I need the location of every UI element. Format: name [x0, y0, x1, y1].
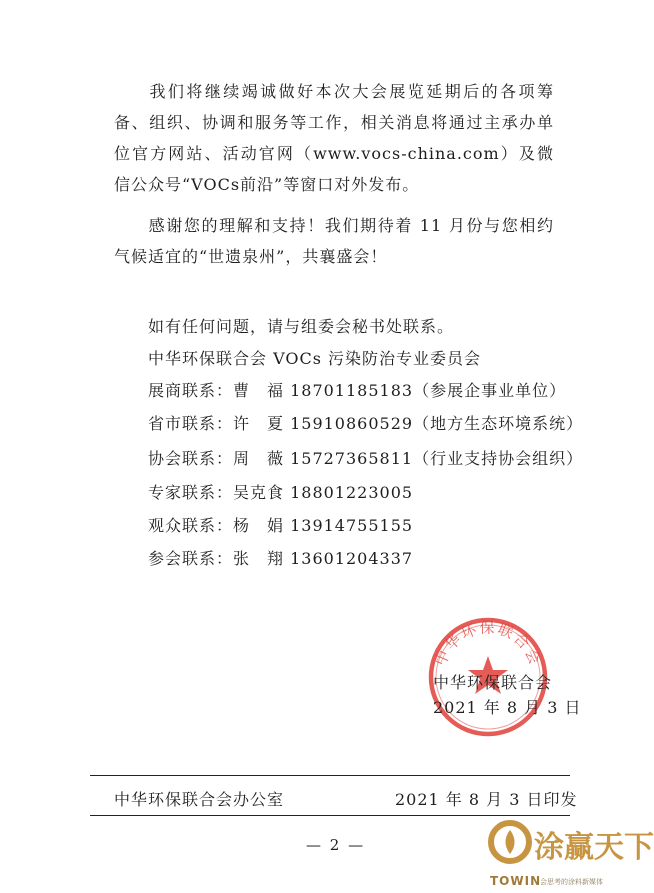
contact-line-association: 协会联系：周 薇 15727365811（行业支持协会组织） [148, 449, 584, 468]
paragraph-continue-work-text: 我们将继续竭诚做好本次大会展览延期后的各项筹备、组织、协调和服务等工作，相关消息将通过主承办单位官方网站、活动官网（www.vocs-china.com）及微信公众号“VOCs前沿”等窗口对外发布。 [114, 82, 554, 194]
watermark-name: 涂赢天下 [534, 830, 654, 865]
paragraph-continue-work [114, 76, 554, 200]
footer-top-rule [90, 775, 570, 776]
watermark [484, 818, 654, 890]
contact-line-province: 省市联系：许 夏 15910860529（地方生态环境系统） [148, 414, 584, 433]
page-number: — 2 — [306, 836, 366, 854]
towin-logo-icon [488, 820, 532, 864]
seal-text: 中华环保联合会 [431, 618, 545, 669]
signature-org: 中华环保联合会 [433, 673, 553, 692]
contact-line-audience: 观众联系：杨 娟 13914755155 [148, 516, 414, 535]
watermark-en: TOWIN [490, 874, 542, 888]
watermark-tagline: 会思考的涂料新媒体 [540, 878, 603, 886]
contact-intro: 如有任何问题，请与组委会秘书处联系。 [148, 317, 455, 336]
contact-line-exhibitor: 展商联系：曹 福 18701185183（参展企事业单位） [148, 381, 567, 400]
footer-issued-date: 2021 年 8 月 3 日印发 [395, 790, 578, 809]
paragraph-thanks [114, 210, 554, 272]
paragraph-thanks-text: 感谢您的理解和支持！我们期待着 11 月份与您相约气候适宜的“世遗泉州”，共襄盛会！ [114, 216, 554, 266]
signature-date: 2021 年 8 月 3 日 [433, 698, 582, 717]
footer-bottom-rule [90, 815, 570, 816]
contact-line-attendee: 参会联系：张 翔 13601204337 [148, 549, 414, 568]
footer-office: 中华环保联合会办公室 [114, 790, 285, 809]
contact-line-expert: 专家联系：吴克食 18801223005 [148, 483, 414, 502]
committee-name: 中华环保联合会 VOCs 污染防治专业委员会 [148, 349, 482, 368]
